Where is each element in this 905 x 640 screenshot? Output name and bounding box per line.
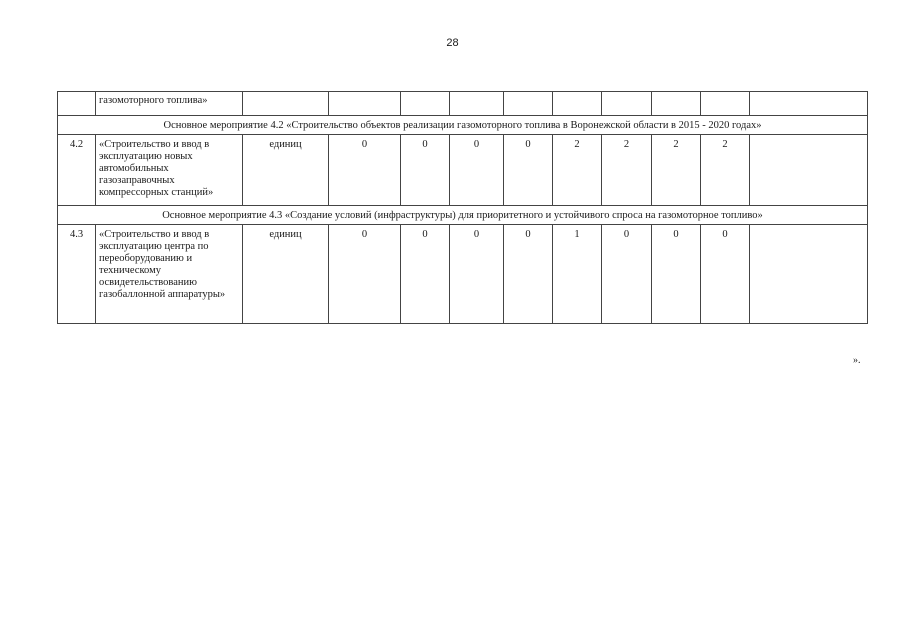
value-cell: 0 — [652, 225, 701, 324]
value-cell — [652, 92, 701, 116]
unit-cell: единиц — [243, 225, 329, 324]
table-row-4-2 — [58, 135, 868, 206]
value-cell: 2 — [553, 135, 602, 206]
num-cell: 4.3 — [58, 225, 96, 324]
section-title: Основное мероприятие 4.3 «Создание условий (инфраструктуры) для приоритетного и устойчивого спроса на газомоторное топливо» — [58, 206, 868, 225]
value-cell — [701, 92, 750, 116]
name-cell: газомоторного топлива» — [96, 92, 243, 116]
value-cell: 0 — [504, 135, 553, 206]
name-cell: «Строительство и ввод в эксплуатацию центра по переоборудованию и техническому освидетельствованию газобаллонной аппаратуры» — [96, 225, 243, 324]
value-cell — [750, 92, 868, 116]
value-cell: 0 — [450, 225, 504, 324]
unit-cell: единиц — [243, 135, 329, 206]
value-cell: 0 — [450, 135, 504, 206]
value-cell: 2 — [701, 135, 750, 206]
value-cell: 0 — [329, 225, 401, 324]
value-cell — [750, 135, 868, 206]
value-cell: 0 — [401, 135, 450, 206]
indicators-table — [57, 91, 868, 324]
value-cell: 2 — [602, 135, 652, 206]
value-cell — [553, 92, 602, 116]
value-cell — [401, 92, 450, 116]
closing-quote-mark: ». — [853, 355, 861, 366]
value-cell: 2 — [652, 135, 701, 206]
value-cell: 0 — [329, 135, 401, 206]
section-row-4-3 — [58, 206, 868, 225]
value-cell: 0 — [401, 225, 450, 324]
value-cell: 0 — [504, 225, 553, 324]
value-cell — [504, 92, 553, 116]
section-title: Основное мероприятие 4.2 «Строительство объектов реализации газомоторного топлива в Воронежской области в 2015 - 2020 годах» — [58, 116, 868, 135]
num-cell: 4.2 — [58, 135, 96, 206]
value-cell: 0 — [701, 225, 750, 324]
unit-cell — [243, 92, 329, 116]
value-cell — [450, 92, 504, 116]
num-cell — [58, 92, 96, 116]
value-cell: 0 — [602, 225, 652, 324]
table-row-4-3 — [58, 225, 868, 324]
page-number: 28 — [446, 37, 459, 49]
value-cell — [329, 92, 401, 116]
name-cell: «Строительство и ввод в эксплуатацию новых автомобильных газозаправочных компрессорных станций» — [96, 135, 243, 206]
value-cell: 1 — [553, 225, 602, 324]
table-row-continuation — [58, 92, 868, 116]
value-cell — [602, 92, 652, 116]
section-row-4-2 — [58, 116, 868, 135]
value-cell — [750, 225, 868, 324]
